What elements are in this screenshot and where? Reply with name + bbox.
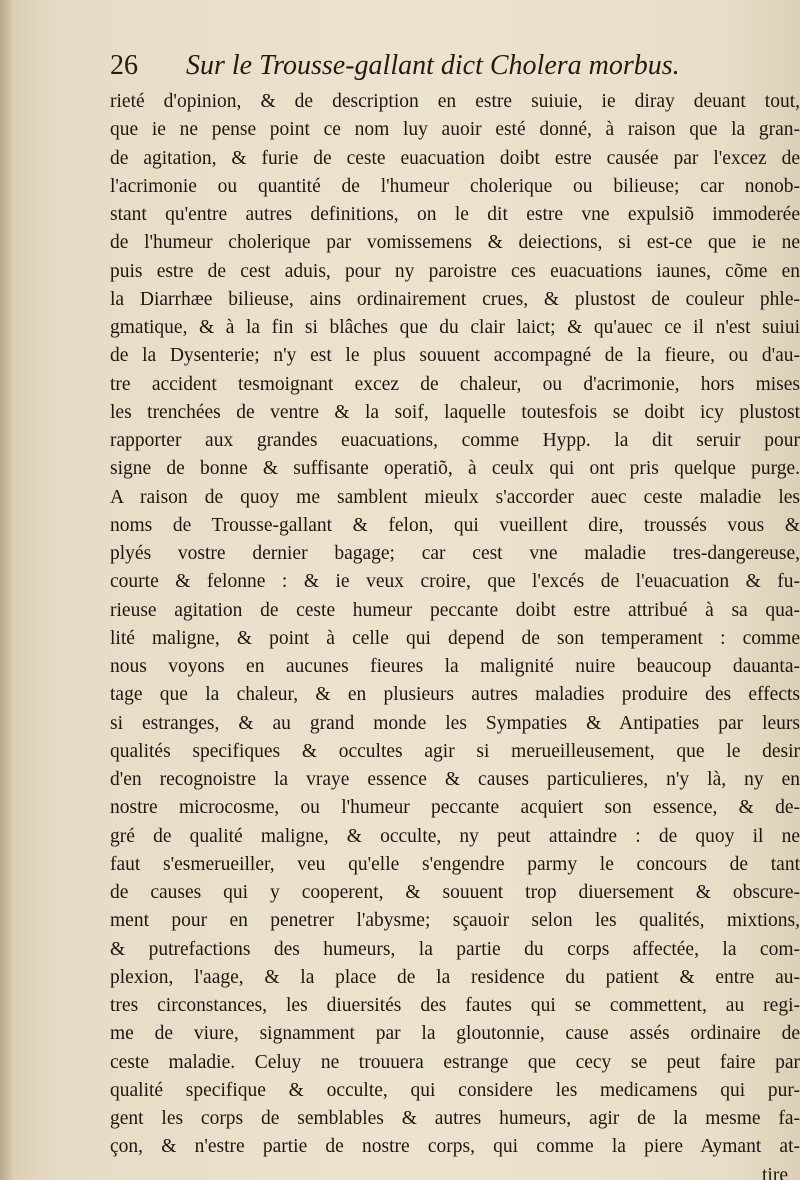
text-line: tire	[762, 1164, 788, 1180]
text-line: l'acrimonie ou quantité de l'humeur cholerique ou bilieuse; car nonob-	[110, 175, 800, 197]
body-text	[110, 88, 800, 1180]
text-line: plyés vostre dernier bagage; car cest vne maladie tres-dangereuse,	[110, 543, 800, 564]
running-head	[110, 44, 800, 88]
running-title: Sur le Trousse-gallant dict Cholera morbus.	[186, 50, 680, 81]
text-line: rieté d'opinion, & de description en estre suiuie, ie diray deuant tout,	[110, 91, 800, 112]
text-line: courte & felonne : & ie veux croire, que l'excés de l'euacuation & fu-	[110, 571, 800, 593]
text-line: çon, & n'estre partie de nostre corps, qui comme la piere Aymant at-	[110, 1136, 800, 1158]
text-line: de agitation, & furie de ceste euacuation doibt estre causée par l'excez de	[110, 147, 800, 169]
text-line: ceste maladie. Celuy ne trouuera estrange que cecy se peut faire par	[110, 1051, 800, 1073]
text-line: gmatique, & à la fin si blâches que du clair laict; & qu'auec ce il n'est suiui	[110, 317, 800, 338]
text-line: & putrefactions des humeurs, la partie du corps affectée, la com-	[110, 938, 800, 960]
text-line: que ie ne pense point ce nom luy auoir esté donné, à raison que la gran-	[110, 119, 800, 141]
text-line: les trenchées de ventre & la soif, laquelle toutesfois se doibt icy plustost	[110, 401, 800, 423]
text-line: signe de bonne & suffisante operatiõ, à ceulx qui ont pris quelque purge.	[110, 458, 800, 480]
text-line: de la Dysenterie; n'y est le plus souuent accompagné de la fieure, ou d'au-	[110, 345, 800, 367]
text-line: qualité specifique & occulte, qui considere les medicamens qui pur-	[110, 1079, 800, 1101]
text-line: si estranges, & au grand monde les Sympaties & Antipaties par leurs	[110, 712, 800, 734]
text-line: noms de Trousse-gallant & felon, qui vueillent dire, troussés vous &	[110, 514, 800, 536]
text-line: tre accident tesmoignant excez de chaleur, ou d'acrimonie, hors mises	[110, 373, 800, 395]
text-line: rieuse agitation de ceste humeur peccante doibt estre attribué à sa qua-	[110, 599, 800, 621]
text-line: ment pour en penetrer l'abysme; sçauoir selon les qualités, mixtions,	[110, 910, 800, 932]
text-line: gré de qualité maligne, & occulte, ny peut attaindre : de quoy il ne	[110, 825, 800, 847]
text-line: qualités specifiques & occultes agir si merueilleusement, que le desir	[110, 740, 800, 762]
text-line: plexion, l'aage, & la place de la residence du patient & entre au-	[110, 966, 800, 988]
text-line: nostre microcosme, ou l'humeur peccante acquiert son essence, & de-	[110, 797, 800, 819]
text-line: d'en recognoistre la vraye essence & causes particulieres, n'y là, ny en	[110, 769, 800, 790]
text-line: de causes qui y cooperent, & souuent trop diuersement & obscure-	[110, 882, 800, 903]
text-line: la Diarrhæe bilieuse, ains ordinairement crues, & plustost de couleur phle-	[110, 288, 800, 310]
text-line: me de viure, signamment par la gloutonnie, cause assés ordinaire de	[110, 1023, 800, 1045]
text-line: puis estre de cest aduis, pour ny paroistre ces euacuations iaunes, cõme en	[110, 260, 800, 282]
text-line: de l'humeur cholerique par vomissemens & deiections, si est-ce que ie ne	[110, 232, 800, 254]
text-line: A raison de quoy me samblent mieulx s'accorder auec ceste maladie les	[110, 486, 800, 508]
text-line: stant qu'entre autres definitions, on le dit estre vne expulsiõ immoderée	[110, 204, 800, 225]
text-line: rapporter aux grandes euacuations, comme Hypp. la dit seruir pour	[110, 430, 800, 451]
page-number: 26	[110, 50, 138, 81]
text-line: faut s'esmerueiller, veu qu'elle s'engendre parmy le concours de tant	[110, 853, 800, 875]
gutter-shadow	[0, 0, 14, 1180]
text-line: tage que la chaleur, & en plusieurs autres maladies produire des effects	[110, 684, 800, 706]
text-line: tres circonstances, les diuersités des fautes qui se commettent, au regi-	[110, 995, 800, 1016]
text-line: nous voyons en aucunes fieures la malignité nuire beaucoup dauanta-	[110, 656, 800, 677]
text-line: lité maligne, & point à celle qui depend de son temperament : comme	[110, 627, 800, 649]
text-line: gent les corps de semblables & autres humeurs, agir de la mesme fa-	[110, 1108, 800, 1129]
